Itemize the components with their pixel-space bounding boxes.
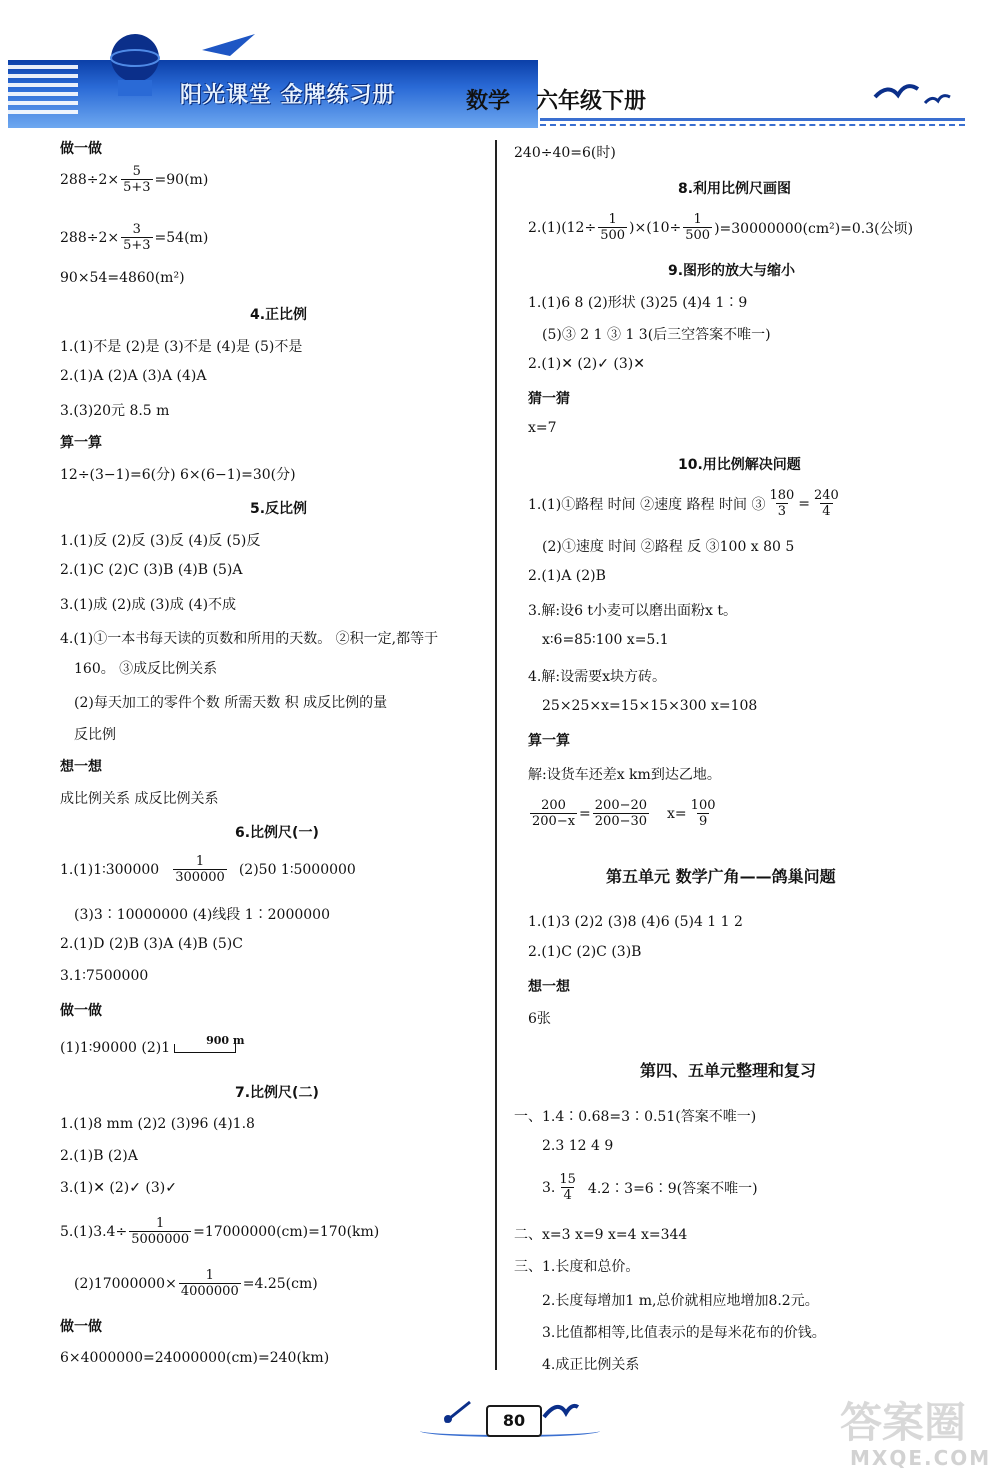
expr-text: =54(m) <box>154 229 209 246</box>
numerator: 5 <box>132 164 141 179</box>
answer-line: 2.(1)B (2)A <box>60 1148 138 1164</box>
denominator: 5+3 <box>123 238 151 253</box>
label-calc: 算一算 <box>60 435 102 451</box>
answer-line: (2)①速度 时间 ②路程 反 ③100 x 80 5 <box>542 539 795 555</box>
answer-line: 3.(1)成 (2)成 (3)成 (4)不成 <box>60 597 237 613</box>
paper-plane-icon <box>200 30 260 60</box>
answer-line: 解:设货车还差x km到达乙地。 <box>528 767 721 783</box>
section-title: 6.比例尺(一) <box>235 825 319 841</box>
answer-line: 90×54=4860(m²) <box>60 270 185 286</box>
expr-text: = <box>798 495 811 512</box>
answer-line: 一、1.4∶0.68=3∶0.51(答案不唯一) <box>514 1109 757 1125</box>
fraction <box>179 1268 241 1299</box>
birds-icon <box>870 75 960 115</box>
denominator: 9 <box>698 814 708 829</box>
answer-line: 3.比值都相等,比值表示的是每米花布的价钱。 <box>542 1325 826 1341</box>
fraction <box>530 798 577 829</box>
denominator: 4000000 <box>180 1284 239 1299</box>
numerator: 1 <box>156 1216 165 1231</box>
fraction <box>129 1216 191 1247</box>
answer-line: 3.(3)20元 8.5 m <box>60 403 170 419</box>
answer-line: 2.(1)D (2)B (3)A (4)B (5)C <box>60 936 243 952</box>
fraction <box>767 488 796 519</box>
watermark-logo: 答案圈 <box>840 1398 967 1447</box>
equation-line <box>528 488 843 519</box>
expr-text: 1.(1)①路程 时间 ②速度 路程 时间 ③ <box>528 496 766 513</box>
answer-line: 4.成正比例关系 <box>542 1357 640 1373</box>
label-do: 做一做 <box>60 141 102 157</box>
answer-line: x=7 <box>528 420 557 436</box>
fraction <box>173 854 227 885</box>
answer-line: 2.(1)A (2)A (3)A (4)A <box>60 368 207 384</box>
answer-line: 三、1.长度和总价。 <box>514 1259 640 1275</box>
answer-line: 2.3 12 4 9 <box>542 1138 614 1154</box>
expr-text: (2)17000000× <box>74 1275 177 1292</box>
subject-label: 数学 <box>466 89 511 114</box>
fraction <box>812 488 841 519</box>
answer-line: 4.(1)①一本书每天读的页数和所用的天数。 ②积一定,都等于 <box>60 631 439 647</box>
numerator: 1 <box>205 1268 214 1283</box>
page-header <box>0 0 1000 135</box>
answer-line: 1.(1)6 8 (2)形状 (3)25 (4)4 1∶9 <box>528 295 748 311</box>
numerator: 1 <box>608 212 617 227</box>
expr-text: 3. <box>542 1179 556 1196</box>
equation-line <box>542 1172 758 1203</box>
watermark-site: MXQE.COM <box>850 1446 992 1470</box>
page-footer <box>420 1395 600 1445</box>
numerator: 3 <box>132 222 141 237</box>
answer-line: 1.(1)8 mm (2)2 (3)96 (4)1.8 <box>60 1116 255 1132</box>
label-think: 想一想 <box>60 759 102 775</box>
numerator: 200−20 <box>594 798 648 813</box>
expr-text: =90(m) <box>154 171 209 188</box>
expr-text: )=30000000(cm²)=0.3(公顷) <box>714 220 914 237</box>
answer-line: 2.长度每增加1 m,总价就相应地增加8.2元。 <box>542 1293 819 1309</box>
section-title: 4.正比例 <box>250 307 308 323</box>
answer-line: 3.(1)✕ (2)✓ (3)✓ <box>60 1180 177 1196</box>
fraction <box>683 212 712 243</box>
equation-line <box>528 212 913 243</box>
answer-line: 25×25×x=15×15×300 x=108 <box>542 698 758 714</box>
answer-line: 4.解:设需要x块方砖。 <box>528 669 666 685</box>
label-calc: 算一算 <box>528 733 570 749</box>
answer-line: (5)③ 2 1 ③ 1 3(后三空答案不唯一) <box>542 327 771 343</box>
denominator: 4 <box>563 1188 572 1203</box>
equation-line <box>60 1216 379 1247</box>
expr-text: 1.(1)1∶300000 <box>60 861 160 878</box>
answer-line: 3.解:设6 t小麦可以磨出面粉x t。 <box>528 603 738 619</box>
numerator: 1 <box>195 854 205 869</box>
section-title: 9.图形的放大与缩小 <box>668 263 796 279</box>
section-title: 10.用比例解决问题 <box>678 457 801 473</box>
answer-line: 3.1∶7500000 <box>60 968 149 984</box>
column-divider <box>495 140 497 1370</box>
expr-text: = <box>579 805 591 822</box>
section-title: 7.比例尺(二) <box>235 1085 319 1101</box>
fraction <box>557 1172 578 1203</box>
grade-label: 六年级下册 <box>536 89 647 114</box>
denominator: 500 <box>600 228 626 243</box>
answer-line: 1.(1)反 (2)反 (3)反 (4)反 (5)反 <box>60 533 261 549</box>
numerator: 1 <box>693 212 702 227</box>
expr-text: x= <box>667 805 687 822</box>
bird-icon <box>540 1395 580 1429</box>
expr-text: 288÷2× <box>60 171 120 188</box>
globe-icon <box>100 28 170 98</box>
expr-text: (2)50 1∶5000000 <box>238 861 356 878</box>
fraction <box>689 798 718 829</box>
answer-line: 2.(1)✕ (2)✓ (3)✕ <box>528 356 645 372</box>
answer-line: x∶6=85∶100 x=5.1 <box>542 632 669 648</box>
expr-text: =17000000(cm)=170(km) <box>193 1223 380 1240</box>
answer-line: 160。 ③成反比例关系 <box>74 661 218 677</box>
numerator: 15 <box>559 1172 576 1187</box>
expr-text: 4.2∶3=6∶9(答案不唯一) <box>587 1180 758 1197</box>
expr-text: 288÷2× <box>60 229 120 246</box>
answer-line: 1.(1)不是 (2)是 (3)不是 (4)是 (5)不是 <box>60 339 303 355</box>
section-title: 8.利用比例尺画图 <box>678 181 792 197</box>
section-title: 5.反比例 <box>250 501 308 517</box>
denominator: 3 <box>777 504 786 519</box>
equation-line <box>60 854 356 885</box>
numerator: 200 <box>541 798 566 813</box>
answer-line: 12÷(3−1)=6(分) 6×(6−1)=30(分) <box>60 467 296 483</box>
numerator: 100 <box>690 798 716 813</box>
answer-line: 反比例 <box>74 727 116 743</box>
denominator: 200−30 <box>594 814 648 829</box>
answer-line: 6张 <box>528 1011 551 1027</box>
header-rule <box>540 118 965 121</box>
answer-line: 二、x=3 x=9 x=4 x=344 <box>514 1227 688 1243</box>
answer-line: 6×4000000=24000000(cm)=240(km) <box>60 1350 330 1366</box>
answer-line: 2.(1)C (2)C (3)B (4)B (5)A <box>60 562 243 578</box>
scale-label: 900 m <box>206 1033 245 1047</box>
label-guess: 猜一猜 <box>528 391 570 407</box>
watermark <box>820 1390 990 1480</box>
expr-text: 2.(1)(12÷ <box>528 219 597 236</box>
scale-line <box>60 1033 275 1056</box>
header-dashed-rule <box>540 124 965 126</box>
header-stripes <box>8 60 78 128</box>
denominator: 500 <box>685 228 711 243</box>
equation-line <box>60 164 208 195</box>
expr-text: )×(10÷ <box>629 219 682 236</box>
answer-line: 2.(1)C (2)C (3)B <box>528 944 642 960</box>
label-do: 做一做 <box>60 1003 102 1019</box>
denominator: 4 <box>822 504 831 519</box>
expr-text: 5.(1)3.4÷ <box>60 1223 128 1240</box>
denominator: 200−x <box>532 814 576 829</box>
denominator: 300000 <box>175 870 225 885</box>
fraction <box>121 164 152 195</box>
equation-line <box>74 1268 318 1299</box>
denominator: 5+3 <box>123 180 151 195</box>
unit-title: 第五单元 数学广角——鸽巢问题 <box>606 867 836 886</box>
equation-line <box>528 798 720 829</box>
label-think: 想一想 <box>528 979 570 995</box>
brand-title: 阳光课堂 金牌练习册 <box>180 83 396 108</box>
unit-title: 第四、五单元整理和复习 <box>640 1061 817 1080</box>
answer-line: 240÷40=6(时) <box>514 145 616 161</box>
equation-line <box>60 222 208 253</box>
page-number: 80 <box>486 1405 542 1437</box>
answer-line: (3)3∶10000000 (4)线段 1∶2000000 <box>74 907 330 923</box>
label-do: 做一做 <box>60 1319 102 1335</box>
answer-line: 2.(1)A (2)B <box>528 568 606 584</box>
answer-line: (2)每天加工的零件个数 所需天数 积 成反比例的量 <box>74 695 388 711</box>
answer-line: 成比例关系 成反比例关系 <box>60 791 219 807</box>
answer-line: 1.(1)3 (2)2 (3)8 (4)6 (5)4 1 1 2 <box>528 914 743 930</box>
expr-text: =4.25(cm) <box>242 1275 318 1292</box>
denominator: 5000000 <box>131 1232 190 1247</box>
numerator: 240 <box>814 488 839 503</box>
fraction <box>598 212 627 243</box>
fraction <box>593 798 649 829</box>
expr-text: (1)1∶90000 (2)1 <box>60 1040 171 1056</box>
music-note-icon <box>440 1397 480 1427</box>
numerator: 180 <box>769 488 795 503</box>
fraction <box>121 222 152 253</box>
